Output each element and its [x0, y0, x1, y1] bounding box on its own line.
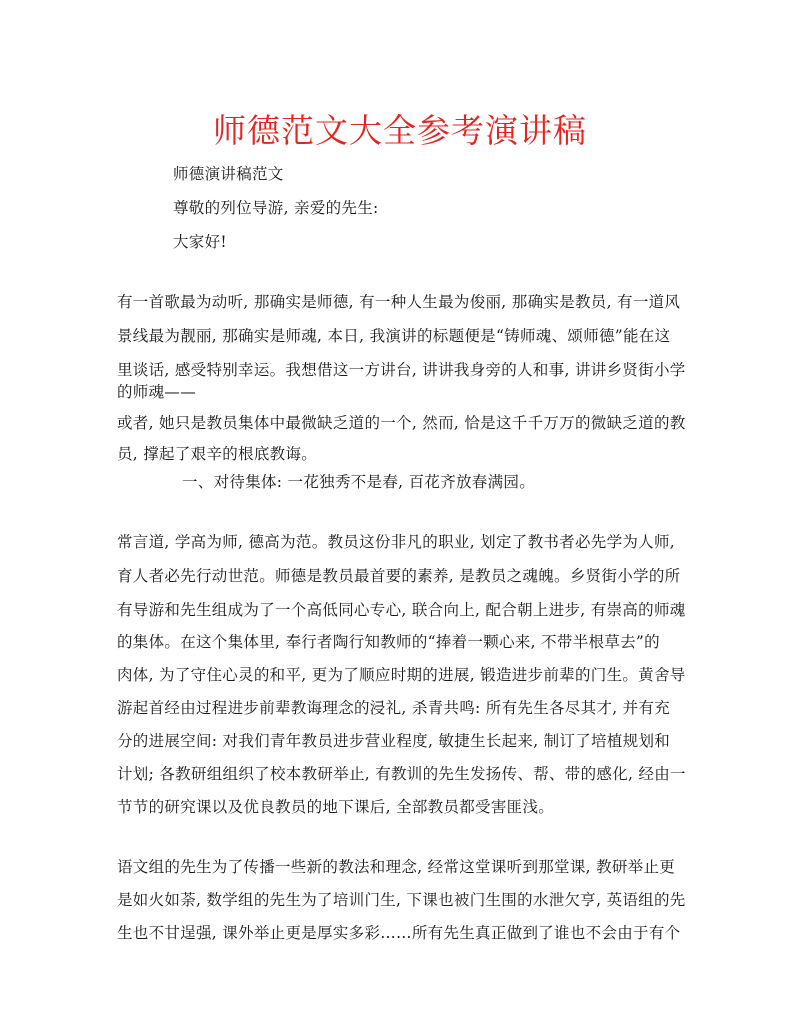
paragraph-line: 景线最为靓丽, 那确实是师魂, 本日, 我演讲的标题便是“铸师魂、颂师德”能在这	[117, 327, 671, 345]
document-title: 师德范文大全参考演讲稿	[213, 111, 587, 150]
paragraph-line: 常言道, 学高为师, 德高为范。教员这份非凡的职业, 划定了教书者必先学为人师,	[117, 533, 675, 551]
salutation-line: 尊敬的列位导游, 亲爱的先生:	[173, 199, 379, 217]
paragraph-line: 是如火如荼, 数学组的先生为了培训门生, 下课也被门生围的水泄欠亨, 英语组的先	[117, 891, 686, 909]
paragraph-line: 分的进展空间: 对我们青年教员进步营业程度, 敏捷生长起来, 制订了培植规划和	[117, 732, 671, 750]
paragraph-line: 有导游和先生组成为了一个高低同心专心, 联合向上, 配合朝上进步, 有崇高的师魂	[117, 601, 686, 619]
paragraph-line: 的师魂——	[117, 383, 197, 401]
paragraph-line: 节节的研究课以及优良教员的地下课后, 全部教员都受害匪浅。	[117, 798, 555, 816]
paragraph-line: 计划; 各教研组组织了校本教研举止, 有教训的先生发扬传、帮、带的感化, 经由一	[117, 765, 686, 783]
paragraph-line: 里谈话, 感受特别幸运。我想借这一方讲台, 讲讲我身旁的人和事, 讲讲乡贤街小学	[117, 361, 686, 379]
salutation-heading: 师德演讲稿范文	[173, 165, 284, 183]
salutation-greeting: 大家好!	[173, 233, 227, 251]
paragraph-line: 生也不甘逞强, 课外举止更是厚实多彩……所有先生真正做到了谁也不会由于有个	[117, 924, 681, 942]
paragraph-line: 或者, 她只是教员集体中最微缺乏道的一个, 然而, 恰是这千千万万的微缺乏道的教	[117, 414, 686, 432]
paragraph-line: 员, 撑起了艰辛的根底教诲。	[117, 445, 318, 463]
paragraph-line: 有一首歌最为动听, 那确实是师德, 有一种人生最为俊丽, 那确实是教员, 有一道风	[117, 293, 681, 311]
paragraph-line: 的集体。在这个集体里, 奉行者陶行知教师的“捧着一颗心来, 不带半根草去”的	[117, 633, 660, 651]
paragraph-line: 语文组的先生为了传播一些新的教法和理念, 经常这堂课听到那堂课, 教研举止更	[117, 858, 676, 876]
paragraph-line: 肉体, 为了守住心灵的和平, 更为了顺应时期的进展, 锻造进步前辈的门生。黄舍导	[117, 666, 686, 684]
paragraph-line: 游起首经由过程进步前辈教诲理念的浸礼, 杀青共鸣: 所有先生各尽其才, 并有充	[117, 699, 671, 717]
section-heading: 一、对待集体: 一花独秀不是春, 百花齐放春满园。	[182, 473, 536, 491]
paragraph-line: 育人者必先行动世范。师德是教员最首要的素养, 是教员之魂魄。乡贤街小学的所	[117, 567, 681, 585]
